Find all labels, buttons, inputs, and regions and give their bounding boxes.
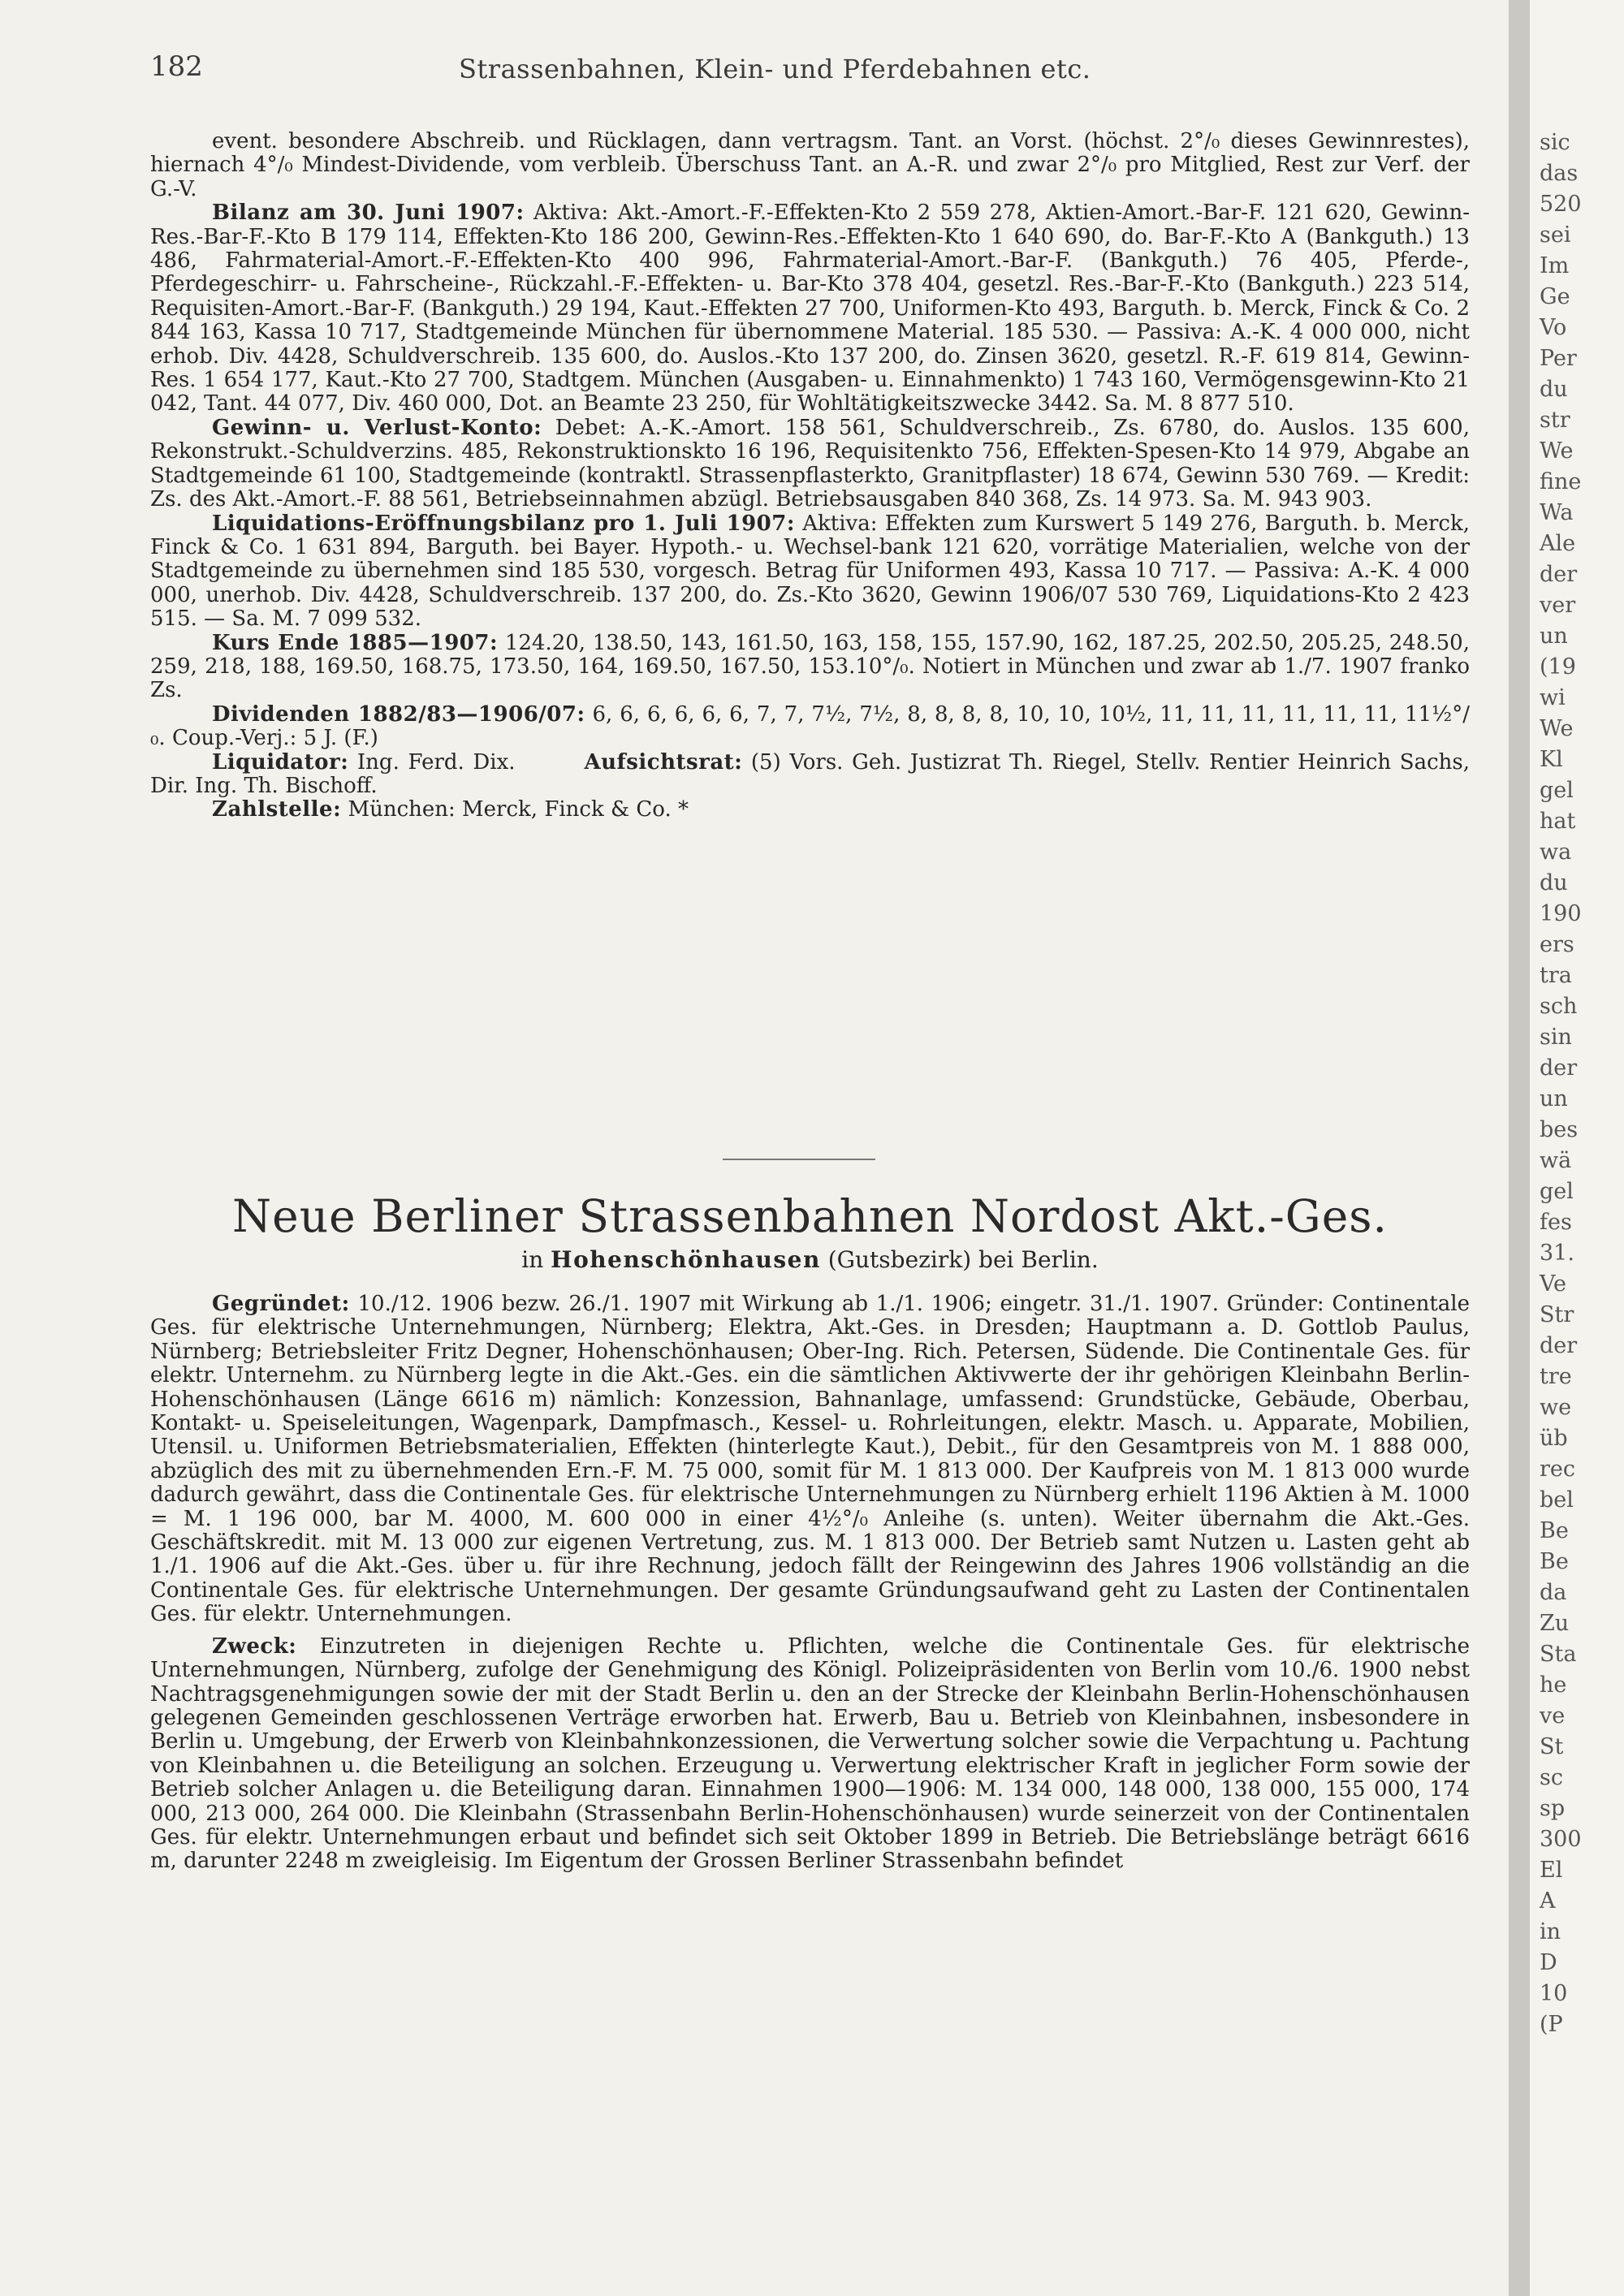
adjacent-page-fragment: sin <box>1540 1025 1572 1050</box>
company-entry <box>150 1293 1470 1874</box>
adjacent-page-fragment: tra <box>1540 963 1572 988</box>
adjacent-page-fragment: 300 <box>1540 1827 1582 1852</box>
adjacent-page-fragment: (P <box>1540 2012 1563 2037</box>
adjacent-page-fragment: un <box>1540 1086 1568 1111</box>
adjacent-page-fragment: sch <box>1540 994 1578 1019</box>
adjacent-page-fragment: Ale <box>1540 531 1576 556</box>
adjacent-page-fragment: sic <box>1540 130 1570 155</box>
purpose-label: Zweck: <box>212 1634 297 1659</box>
adjacent-page-fragment: ers <box>1540 932 1574 957</box>
adjacent-page-fragment: du <box>1540 377 1568 402</box>
share-price-label: Kurs Ende 1885—1907: <box>212 630 499 655</box>
adjacent-page-fragment: Be <box>1540 1549 1569 1574</box>
adjacent-page-fragment: un <box>1540 624 1568 649</box>
company-location: in Hohenschönhausen (Gutsbezirk) bei Berlin. <box>521 1246 1099 1273</box>
board-paragraph: Liquidator: Ing. Ferd. Dix. Aufsichtsrat: (5) Vors. Geh. Justizrat Th. Riegel, Stellv. Rentier Heinrich Sachs, Dir. Ing. Th. Bischoff. <box>150 749 1470 798</box>
page-number: 182 <box>150 50 203 83</box>
adjacent-page-fragment: ver <box>1540 593 1576 618</box>
adjacent-page-fragment: D <box>1540 1950 1557 1975</box>
adjacent-page-fragment: fes <box>1540 1210 1572 1235</box>
adjacent-page-fragment: Vo <box>1540 315 1567 340</box>
purpose-paragraph: Zweck: Einzutreten in diejenigen Rechte u. Pflichten, welche die Continentale Ges. für elektrische Unternehmungen, Nürnberg, zufolge der Genehmigung des Königl. Polizeipräsidenten von Berlin vom 10./6. 1900 nebst Nachtragsgenehmigungen sowie der mit der Stadt Berlin u. den an der Strecke der Kleinbahn Berlin-Hohenschönhausen gelegenen Gemeinden geschlossenen Verträge erworben hat. Erwerb, Bau u. Betrieb von Kleinbahnen, insbesondere in Berlin u. Umgebung, der Erwerb von Kleinbahnkonzessionen, die Verwertung solcher sowie die Verpachtung u. Pachtung von Kleinbahnen u. die Beteiligung an solchen. Erzeugung u. Verwertung elektrischer Kraft in jeglicher Form sowie der Betrieb solcher Anlagen u. die Beteiligung daran. Einnahmen 1900—1906: M. 134 000, 148 000, 138 000, 155 000, 174 000, 213 000, 264 000. Die Kleinbahn (Strassenbahn Berlin-Hohenschönhausen) wurde seinerzeit von der Continentalen Ges. für elektr. Unternehmungen erbaut und befindet sich seit Oktober 1899 in Betrieb. Die Betriebslänge beträgt 6616 m, darunter 2248 m zweigleisig. Im Eigentum der Grossen Berliner Strassenbahn befindet <box>150 1634 1470 1874</box>
adjacent-page-fragment: in <box>1540 1919 1561 1944</box>
adjacent-page-fragment: sc <box>1540 1765 1563 1790</box>
adjacent-page-fragment: St <box>1540 1734 1564 1759</box>
adjacent-page-edge <box>1530 0 1624 2296</box>
adjacent-page-fragment: ve <box>1540 1703 1566 1728</box>
adjacent-page-fragment: Wa <box>1540 500 1574 525</box>
adjacent-page-fragment: der <box>1540 1055 1578 1081</box>
adjacent-page-fragment: (19 <box>1540 654 1576 680</box>
founded-paragraph: Gegründet: 10./12. 1906 bezw. 26./1. 1907 mit Wirkung ab 1./1. 1906; eingetr. 31./1. 1907. Gründer: Continentale Ges. für elektrische Unternehmungen, Nürnberg; Elektra, Akt.-Ges. in Dresden; Hauptmann a. D. Gottlob Paulus, Nürnberg; Betriebsleiter Fritz Degner, Hohenschönhausen; Ober-Ing. Rich. Petersen, Südende. Die Continentale Ges. für elektr. Unternehm. zu Nürnberg legte in die Akt.-Ges. ein die sämtlichen Aktivwerte der ihr gehörigen Kleinbahn Berlin-Hohenschönhausen (Länge 6616 m) nämlich: Konzession, Bahnanlage, umfassend: Grundstücke, Gebäude, Oberbau, Kontakt- u. Speiseleitungen, Wagenpark, Dampfmasch., Kessel- u. Rohrleitungen, elektr. Masch. u. Apparate, Mobilien, Utensil. u. Uniformen Betriebsmaterialien, Effekten (hinterlegte Kaut.), Debit., für den Gesamtpreis von M. 1 888 000, abzüglich des mit zu übernehmenden Ern.-F. M. 75 000, somit für M. 1 813 000. Der Kaufpreis von M. 1 813 000 wurde dadurch gewährt, dass die Continentale Ges. für elektrische Unternehmungen zu Nürnberg erhielt 1196 Aktien à M. 1000 = M. 1 196 000, bar M. 4000, M. 600 000 in einer 4½°/₀ Anleihe (s. unten). Weiter übernahm die Akt.-Ges. Geschäftskredit. mit M. 13 000 zur eigenen Vertretung, zus. M. 1 813 000. Der Betrieb samt Nutzen u. Lasten geht ab 1./1. 1906 auf die Akt.-Ges. über u. für ihre Rechnung, jedoch fällt der Reingewinn des Jahres 1906 vollständig an die Continentale Ges. für elektrische Unternehmungen. Der gesamte Gründungsaufwand geht zu Lasten der Continentalen Ges. für elektr. Unternehmungen. <box>150 1292 1470 1627</box>
adjacent-page-fragment: 10 <box>1540 1981 1568 2006</box>
adjacent-page-fragment: 520 <box>1540 192 1582 217</box>
dividends-paragraph: Dividenden 1882/83—1906/07: 6, 6, 6, 6, 6, 6, 7, 7, 7½, 7½, 8, 8, 8, 8, 10, 10, 10½, 11, 11, 11, 11, 11, 11, 11½°/₀. Coup.-Verj.: 5 J. (F.) <box>150 701 1470 751</box>
adjacent-page-fragment: rec <box>1540 1457 1576 1482</box>
adjacent-page-fragment: El <box>1540 1858 1563 1883</box>
profit-loss-label: Gewinn- u. Verlust-Konto: <box>212 415 542 440</box>
liquidation-balance-paragraph: Liquidations-Eröffnungsbilanz pro 1. Juli 1907: Aktiva: Effekten zum Kurswert 5 149 276, Barguth. b. Merck, Finck & Co. 1 631 894, Barguth. bei Bayer. Hypoth.- u. Wechsel-bank 121 620, vorrätige Materialien, welche von der Stadtgemeinde zu übernehmen sind 185 530, vorgesch. Betrag für Uniformen 493, Kassa 10 717. — Passiva: A.-K. 4 000 000, unerhob. Div. 4428, Schuldverschreib. 137 200, do. Zs.-Kto 3620, Gewinn 1906/07 530 769, Liquidations-Kto 2 423 515. — Sa. M. 7 099 532. <box>150 511 1470 632</box>
adjacent-page-fragment: der <box>1540 1333 1578 1358</box>
balance-sheet-paragraph: Bilanz am 30. Juni 1907: Aktiva: Akt.-Amort.-F.-Effekten-Kto 2 559 278, Aktien-Amort.-Bar-F. 121 620, Gewinn-Res.-Bar-F.-Kto B 179 114, Effekten-Kto 186 200, Gewinn-Res.-Effekten-Kto 1 640 690, do. Bar-F.-Kto A (Bankguth.) 13 486, Fahrmaterial-Amort.-F.-Effekten-Kto 400 996, Fahrmaterial-Amort.-Bar-F. (Bankguth.) 76 405, Pferde-, Pferdegeschirr- u. Fahrscheine-, Rückzahl.-F.-Effekten- u. Bar-Kto 378 404, gesetzl. Res.-Bar-F.-Kto (Bankguth.) 223 514, Requisiten-Amort.-Bar-F. (Bankguth.) 29 194, Kaut.-Effekten 27 700, Uniformen-Kto 493, Barguth. b. Merck, Finck & Co. 2 844 163, Kassa 10 717, Stadtgemeinde München für übernommene Material. 185 530. — Passiva: A.-K. 4 000 000, nicht erhob. Div. 4428, Schuldverschreib. 135 600, do. Auslos.-Kto 137 200, do. Zinsen 3620, gesetzl. R.-F. 619 814, Gewinn-Res. 1 654 177, Kaut.-Kto 27 700, Stadtgem. München (Ausgaben- u. Einnahmenkto) 1 743 160, Vermögensgewinn-Kto 21 042, Tant. 44 077, Div. 460 000, Dot. an Beamte 23 250, für Wohltätigkeitszwecke 3442. Sa. M. 8 877 510. <box>150 201 1470 416</box>
adjacent-page-fragment: Kl <box>1540 747 1563 772</box>
adjacent-page-fragment: Zu <box>1540 1611 1570 1636</box>
adjacent-page-fragment: sp <box>1540 1796 1566 1821</box>
adjacent-page-fragment: wa <box>1540 839 1572 865</box>
adjacent-page-fragment: sei <box>1540 222 1571 248</box>
liquidator-label: Liquidator: <box>212 749 349 775</box>
adjacent-page-fragment: wä <box>1540 1148 1572 1173</box>
adjacent-page-fragment: das <box>1540 161 1579 186</box>
adjacent-page-fragment: Sta <box>1540 1642 1577 1667</box>
adjacent-page-fragment: bes <box>1540 1117 1579 1142</box>
adjacent-page-fragment: hat <box>1540 809 1576 834</box>
adjacent-page-fragment: we <box>1540 1395 1572 1420</box>
adjacent-page-fragment: 31. <box>1540 1241 1574 1266</box>
adjacent-page-fragment: Per <box>1540 346 1577 371</box>
paying-agent-paragraph: Zahlstelle: München: Merck, Finck & Co. * <box>212 797 689 822</box>
previous-entry <box>150 130 1470 822</box>
location-name: Hohenschönhausen <box>551 1246 821 1273</box>
adjacent-page-fragment: wi <box>1540 685 1566 710</box>
adjacent-page-fragment: Be <box>1540 1518 1569 1543</box>
adjacent-page-fragment: der <box>1540 562 1578 587</box>
balance-sheet-label: Bilanz am 30. Juni 1907: <box>212 201 525 226</box>
dividends-label: Dividenden 1882/83—1906/07: <box>212 701 585 727</box>
paying-agent-label: Zahlstelle: <box>212 797 342 822</box>
profit-loss-paragraph: Gewinn- u. Verlust-Konto: Debet: A.-K.-Amort. 158 561, Schuldverschreib., Zs. 6780, do. Auslos. 135 600, Rekonstrukt.-Schuldverzins. 485, Rekonstruktionskto 16 196, Requisitenkto 756, Effekten-Spesen-Kto 14 979, Abgabe an Stadtgemeinde 61 100, Stadtgemeinde (kontraktl. Strassenpflasterkto, Granitpflaster) 18 674, Gewinn 530 769. — Kredit: Zs. des Akt.-Amort.-F. 88 561, Betriebseinnahmen abzügl. Betriebsausgaben 840 368, Zs. 14 973. Sa. M. 943 903. <box>150 415 1470 512</box>
share-price-paragraph: Kurs Ende 1885—1907: 124.20, 138.50, 143, 161.50, 163, 158, 155, 157.90, 162, 187.25, 202.50, 205.25, 248.50, 259, 218, 188, 169.50, 168.75, 173.50, 164, 169.50, 167.50, 153.10°/₀. Notiert in München und zwar ab 1./7. 1907 franko Zs. <box>150 630 1470 703</box>
book-gutter <box>1509 0 1530 2296</box>
adjacent-page-fragment: 190 <box>1540 901 1582 926</box>
running-title: Strassenbahnen, Klein- und Pferdebahnen etc. <box>459 54 1091 84</box>
adjacent-page-fragment: Im <box>1540 253 1570 278</box>
prev-entry-continuation: event. besondere Abschreib. und Rücklagen, dann vertragsm. Tant. an Vorst. (höchst. 2°/₀ dieses Gewinnrestes), hiernach 4°/₀ Mindest-Dividende, vom verbleib. Überschuss Tant. an A.-R. und zwar 2°/₀ pro Mitglied, Rest zur Verf. der G.-V. <box>150 129 1470 201</box>
adjacent-page-fragment: da <box>1540 1580 1567 1605</box>
liquidation-balance-label: Liquidations-Eröffnungsbilanz pro 1. Juli 1907: <box>212 511 795 536</box>
adjacent-page-fragment: We <box>1540 716 1574 741</box>
adjacent-page-fragment: gel <box>1540 778 1574 803</box>
adjacent-page-fragment: Ve <box>1540 1271 1566 1297</box>
adjacent-page-fragment: he <box>1540 1672 1567 1698</box>
page-header <box>150 50 1470 91</box>
adjacent-page-fragment: tre <box>1540 1364 1572 1389</box>
supervisory-board-label: Aufsichtsrat: <box>584 749 743 775</box>
adjacent-page-fragment: üb <box>1540 1426 1568 1451</box>
adjacent-page-fragment: We <box>1540 438 1574 464</box>
adjacent-page-fragment: bel <box>1540 1487 1574 1513</box>
adjacent-page-fragment: fine <box>1540 469 1582 494</box>
founded-label: Gegründet: <box>212 1292 350 1316</box>
adjacent-page-fragment: A <box>1540 1888 1556 1914</box>
adjacent-page-fragment: Str <box>1540 1302 1574 1327</box>
adjacent-page-fragment: Ge <box>1540 284 1570 309</box>
adjacent-page-fragment: gel <box>1540 1179 1574 1204</box>
company-title: Neue Berliner Strassenbahnen Nordost Akt.-Ges. <box>232 1190 1388 1242</box>
section-divider <box>723 1159 875 1160</box>
adjacent-page-fragment: du <box>1540 870 1568 896</box>
adjacent-page-fragment: str <box>1540 408 1570 433</box>
